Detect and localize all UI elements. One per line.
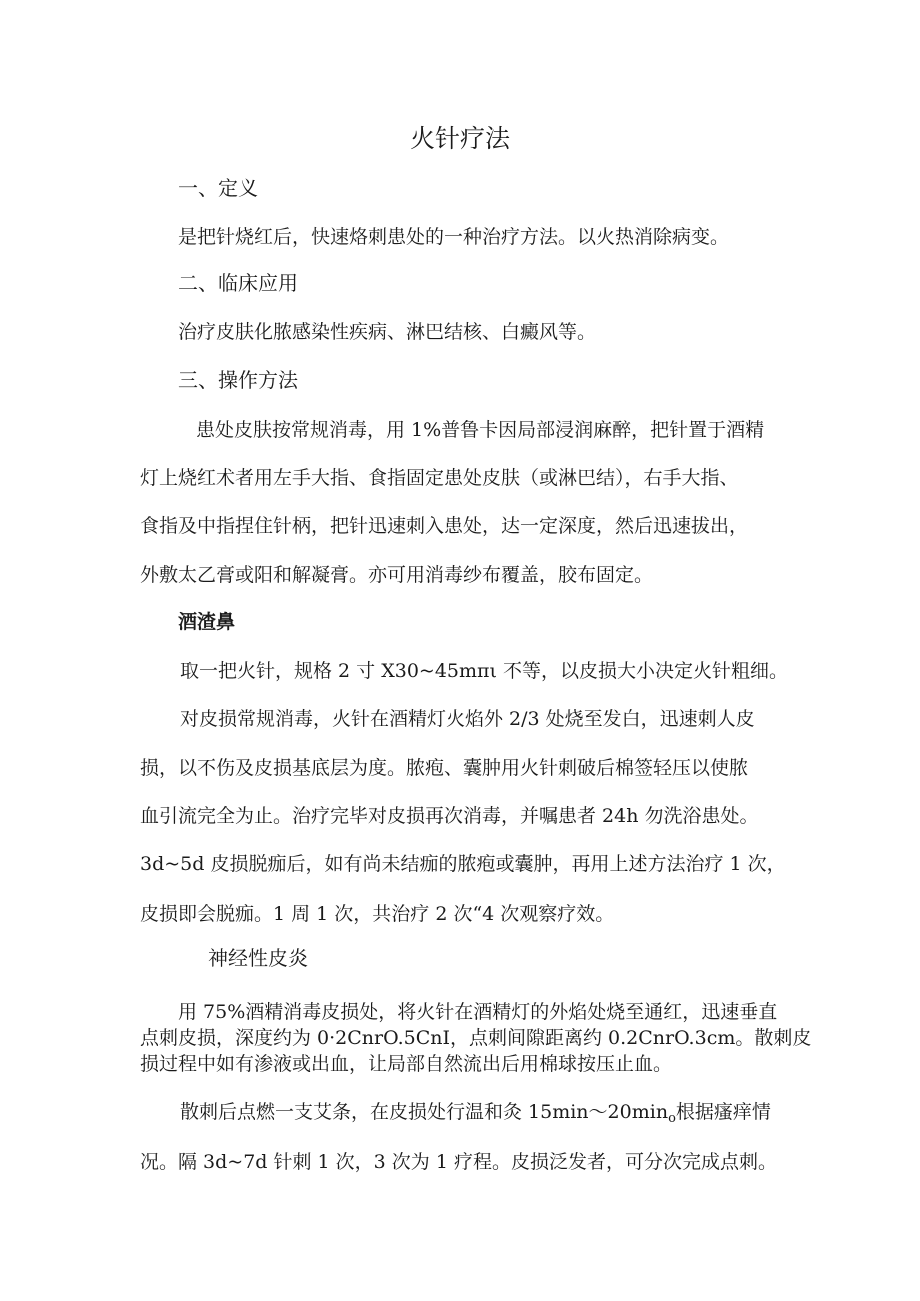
- rosacea-line: 血引流完全为止。治疗完毕对皮损再次消毒，并嘱患者 24h 勿洗浴患处。: [140, 805, 759, 827]
- rosacea-line: 3d~5d 皮损脱痂后，如有尚未结痂的脓疱或囊肿，再用上述方法治疗 1 次，: [140, 853, 786, 875]
- clinical-text: 治疗皮肤化脓感染性疾病、淋巴结核、白癜风等。: [178, 321, 597, 343]
- section-heading-method: 三、操作方法: [178, 368, 298, 392]
- section-heading-rosacea: 酒渣鼻: [178, 611, 236, 633]
- neuro-line-text: 散刺后点燃一支艾条，在皮损处行温和灸 15min～20min: [180, 1101, 669, 1123]
- neuro-line-subscript: o: [668, 1111, 676, 1126]
- neuro-line: 况。隔 3d~7d 针刺 1 次，3 次为 1 疗程。皮损泛发者，可分次完成点刺。: [140, 1151, 777, 1173]
- neuro-line: 损过程中如有渗液或出血，让局部自然流出后用棉球按压止血。: [140, 1053, 673, 1075]
- definition-text: 是把针烧红后，快速烙刺患处的一种治疗方法。以火热消除病变。: [178, 226, 730, 248]
- neuro-line: [180, 1100, 771, 1131]
- neuro-line-tail: 根据瘙痒情: [675, 1101, 771, 1123]
- rosacea-line: 取一把火针，规格 2 寸 X30~45mπι 不等，以皮损大小决定火针粗细。: [180, 660, 789, 682]
- rosacea-line: 对皮损常规消毒，火针在酒精灯火焰外 2/3 处烧至发白，迅速刺人皮: [180, 708, 755, 730]
- neuro-line: 用 75%酒精消毒皮损处，将火针在酒精灯的外焰处烧至通红，迅速垂直: [178, 1001, 778, 1023]
- rosacea-line: 损，以不伤及皮损基底层为度。脓疱、囊肿用火针刺破后棉签轻压以使脓: [140, 757, 749, 779]
- method-line: 患处皮肤按常规消毒，用 1%普鲁卡因局部浸润麻醉，把针置于酒精: [196, 419, 765, 441]
- section-heading-neurodermatitis: 神经性皮炎: [208, 946, 308, 970]
- neuro-line: 点刺皮损，深度约为 0·2CnrO.5CnI，点刺间隙距离约 0.2CnrO.3cm。散刺皮: [140, 1027, 812, 1049]
- rosacea-line: 皮损即会脱痂。1 周 1 次，共治疗 2 次“4 次观察疗效。: [140, 903, 615, 925]
- page-title: 火针疗法: [409, 124, 510, 153]
- method-line: 食指及中指捏住针柄，把针迅速刺入患处，达一定深度，然后迅速拔出，: [140, 515, 749, 537]
- method-line: 外敷太乙膏或阳和解凝膏。亦可用消毒纱布覆盖，胶布固定。: [140, 564, 654, 586]
- section-heading-definition: 一、定义: [178, 176, 258, 200]
- section-heading-clinical: 二、临床应用: [178, 271, 298, 295]
- method-line: 灯上烧红术者用左手大指、食指固定患处皮肤（或淋巴结），右手大指、: [140, 467, 739, 489]
